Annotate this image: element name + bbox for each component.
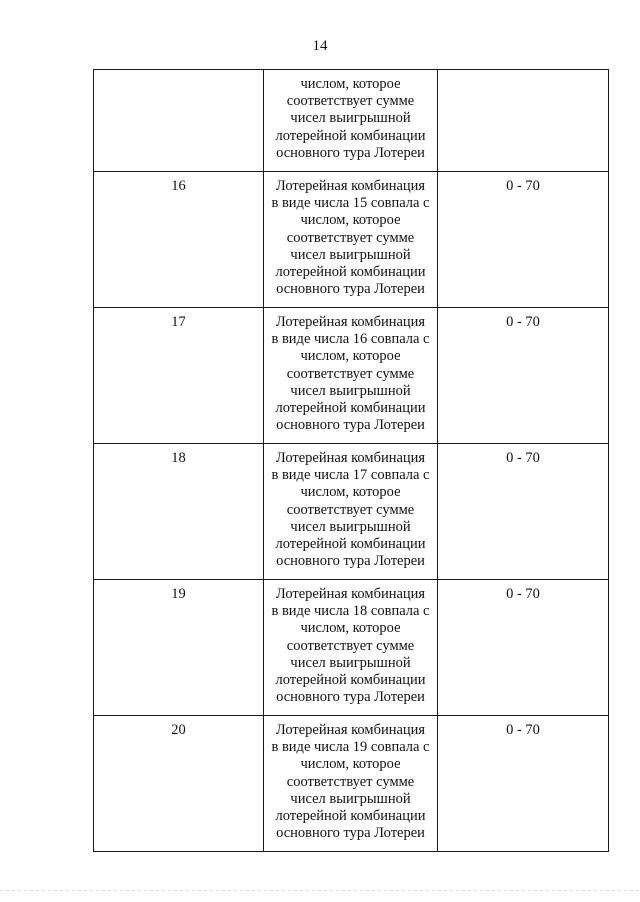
- description-line: лотерейной комбинации: [275, 672, 426, 689]
- description-line: числом, которое: [300, 756, 401, 773]
- description-line: числом, которое: [300, 212, 401, 229]
- description-line: соответствует сумме: [286, 229, 415, 246]
- description-line: чисел выигрышной: [290, 110, 411, 127]
- cell-range: 0 - 70: [438, 172, 609, 308]
- description-line: лотерейной комбинации: [275, 264, 426, 281]
- description-line: соответствует сумме: [286, 93, 415, 110]
- description-line: основного тура Лотереи: [276, 825, 425, 842]
- description-line: в виде числа 17 совпала с: [271, 467, 430, 484]
- description-line: числом, которое: [300, 348, 401, 365]
- cell-description: [264, 444, 438, 580]
- description-line: основного тура Лотереи: [276, 144, 425, 161]
- description-line: лотерейной комбинации: [275, 400, 426, 417]
- description-line: в виде числа 19 совпала с: [271, 739, 430, 756]
- cell-description: [264, 70, 438, 172]
- description-line: основного тура Лотереи: [276, 281, 425, 298]
- description-line: Лотерейная комбинация: [275, 722, 426, 738]
- prize-table: [93, 69, 609, 852]
- description-line: числом, которое: [300, 484, 401, 501]
- table-row-continued: [94, 70, 609, 172]
- description-line: соответствует сумме: [286, 773, 415, 790]
- description-line: числом, которое: [300, 620, 401, 637]
- description-line: чисел выигрышной: [290, 382, 411, 399]
- description-line: соответствует сумме: [286, 365, 415, 382]
- table-row: [94, 580, 609, 716]
- cell-number: 19: [94, 580, 264, 716]
- cell-number: 17: [94, 308, 264, 444]
- description-line: числом, которое: [300, 76, 401, 92]
- cell-range: 0 - 70: [438, 444, 609, 580]
- cell-number: 16: [94, 172, 264, 308]
- table-row: [94, 308, 609, 444]
- table-row: [94, 172, 609, 308]
- description-line: Лотерейная комбинация: [275, 450, 426, 466]
- description-line: чисел выигрышной: [290, 790, 411, 807]
- description-line: соответствует сумме: [286, 637, 415, 654]
- cell-number: 20: [94, 716, 264, 852]
- table-row: [94, 716, 609, 852]
- cell-range: 0 - 70: [438, 308, 609, 444]
- description-line: в виде числа 16 совпала с: [271, 331, 430, 348]
- cell-number: 18: [94, 444, 264, 580]
- description-line: лотерейной комбинации: [275, 127, 426, 144]
- description-line: лотерейной комбинации: [275, 808, 426, 825]
- description-line: соответствует сумме: [286, 501, 415, 518]
- description-line: в виде числа 18 совпала с: [271, 603, 430, 620]
- cell-range: 0 - 70: [438, 716, 609, 852]
- cell-description: [264, 308, 438, 444]
- description-line: лотерейной комбинации: [275, 536, 426, 553]
- page-number: 14: [312, 38, 328, 54]
- table-row: [94, 444, 609, 580]
- description-line: в виде числа 15 совпала с: [271, 195, 430, 212]
- description-line: основного тура Лотереи: [276, 417, 425, 434]
- cell-description: [264, 716, 438, 852]
- description-line: Лотерейная комбинация: [275, 586, 426, 602]
- cell-description: [264, 172, 438, 308]
- description-line: Лотерейная комбинация: [275, 314, 426, 330]
- description-line: чисел выигрышной: [290, 246, 411, 263]
- description-line: основного тура Лотереи: [276, 689, 425, 706]
- cell-range: [438, 70, 609, 172]
- description-line: основного тура Лотереи: [276, 553, 425, 570]
- description-line: чисел выигрышной: [290, 654, 411, 671]
- scan-edge-line: [0, 890, 640, 891]
- description-line: Лотерейная комбинация: [275, 178, 426, 194]
- cell-description: [264, 580, 438, 716]
- cell-range: 0 - 70: [438, 580, 609, 716]
- cell-number: [94, 70, 264, 172]
- description-line: чисел выигрышной: [290, 518, 411, 535]
